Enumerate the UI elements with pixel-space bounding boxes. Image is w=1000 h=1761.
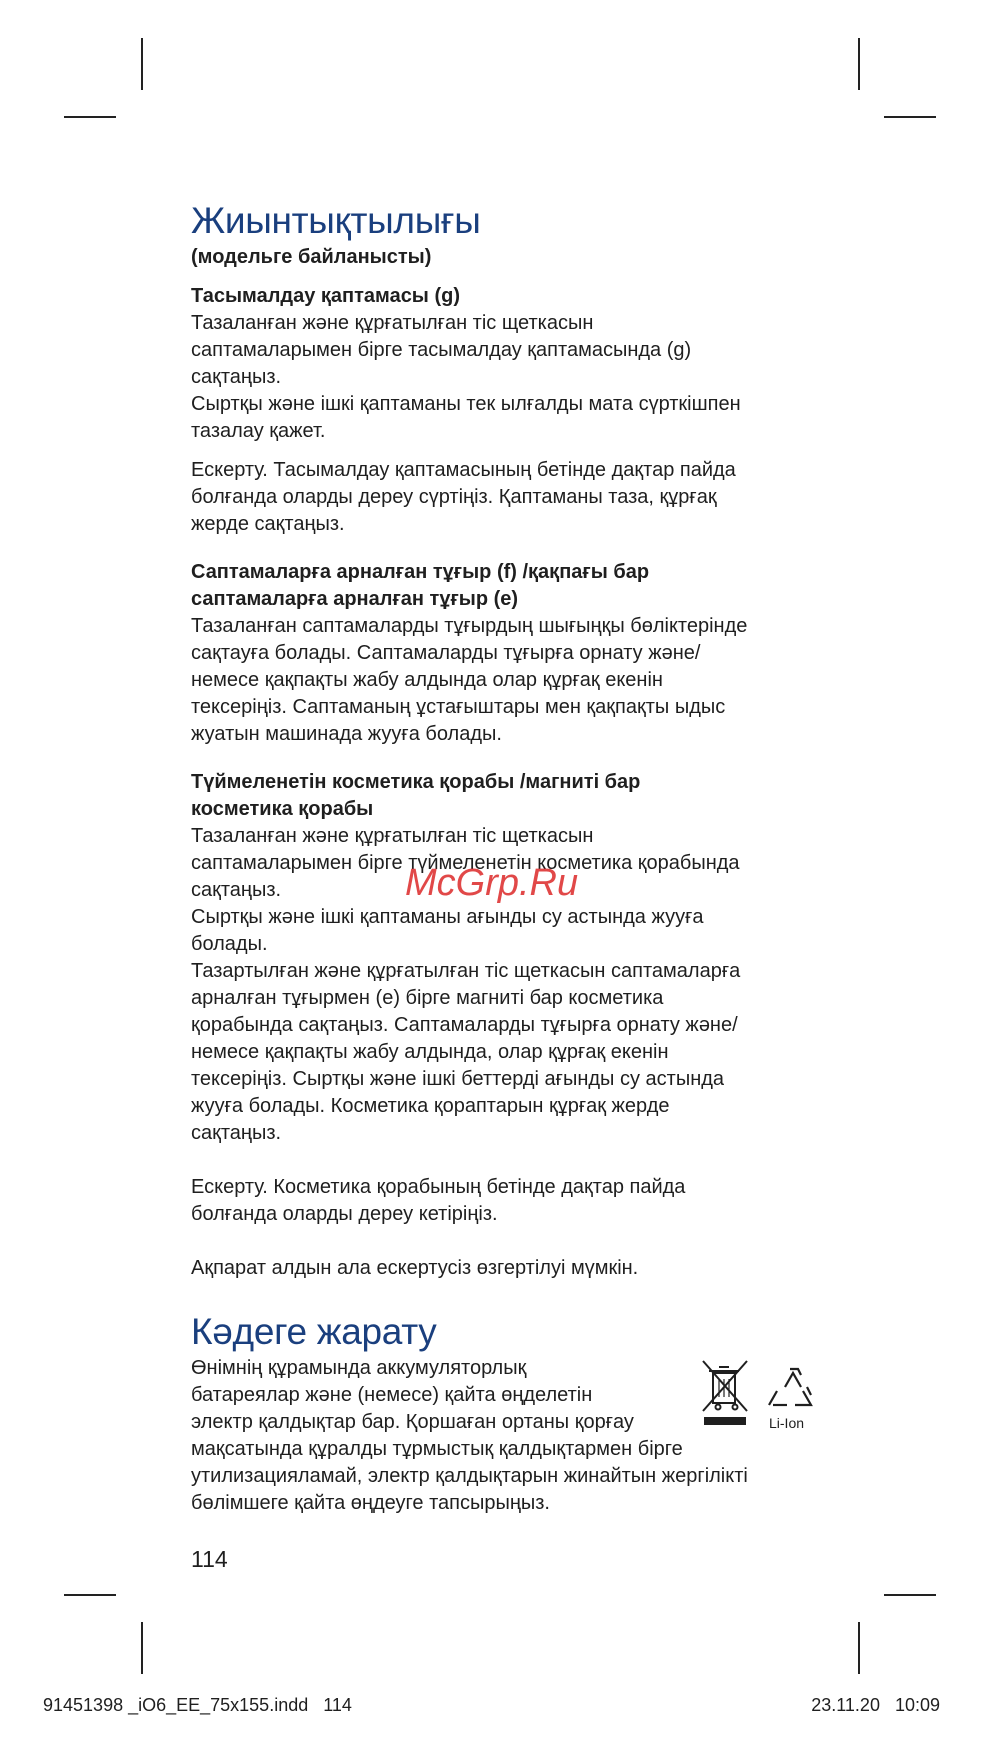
section-subtitle: (модельге байланысты) bbox=[191, 246, 432, 268]
disposal-icons bbox=[699, 1359, 831, 1431]
crop-mark-bottom-left-v bbox=[141, 1622, 143, 1674]
note-line: Ескерту. Косметика қорабының бетінде дақтар пайда bbox=[191, 1176, 686, 1198]
crop-mark-top-left-v bbox=[141, 38, 143, 90]
paragraph-line: жууға болады. Косметика қораптарын құрғақ жерде bbox=[191, 1095, 670, 1117]
disposal-icons-svg bbox=[699, 1359, 831, 1431]
section-title-accessories: Жиынтықтылығы bbox=[191, 200, 481, 241]
cosmetic-case-heading: Түймеленетін косметика қорабы /магниті бар bbox=[191, 771, 641, 793]
paragraph-line: батареялар және (немесе) қайта өңделетін bbox=[191, 1384, 593, 1406]
paragraph-line: сақтаңыз. bbox=[191, 366, 282, 388]
crop-mark-top-left-h bbox=[64, 116, 116, 118]
paragraph-line: арналған тұғырмен (e) бірге магниті бар косметика bbox=[191, 987, 664, 1009]
section-title-disposal: Кәдеге жарату bbox=[191, 1311, 437, 1352]
paragraph-line: қорабында сақтаңыз. Саптамаларды тұғырға орнату және/ bbox=[191, 1014, 738, 1036]
footer-timestamp: 23.11.20 10:09 bbox=[811, 1695, 940, 1715]
paragraph-line: тазалау қажет. bbox=[191, 420, 326, 442]
crop-mark-top-right-v bbox=[858, 38, 860, 90]
battery-label: Li-Ion bbox=[769, 1415, 805, 1431]
paragraph-line: тексеріңіз. Сыртқы және ішкі беттерді ағынды су астында bbox=[191, 1068, 725, 1090]
paragraph-line: бөлімшеге қайта өңдеуге тапсырыңыз. bbox=[191, 1492, 550, 1514]
paragraph-line: сақтауға болады. Саптамаларды тұғырға орнату және/ bbox=[191, 642, 701, 664]
paragraph-line: тексеріңіз. Саптаманың ұстағыштары мен қақпақты ыдыс bbox=[191, 696, 726, 718]
note-line: жерде сақтаңыз. bbox=[191, 513, 345, 535]
bin-underline-bar bbox=[704, 1417, 746, 1425]
paragraph-line: Өнімнің құрамында аккумуляторлық bbox=[191, 1357, 527, 1379]
travel-case-heading: Тасымалдау қаптамасы (g) bbox=[191, 285, 460, 307]
cosmetic-case-heading: косметика қорабы bbox=[191, 798, 374, 820]
page-number: 114 bbox=[191, 1546, 228, 1572]
page-content bbox=[191, 198, 831, 1517]
paragraph-line: электр қалдықтар бар. Қоршаған ортаны қорғау bbox=[191, 1411, 634, 1433]
footer-file-info: 91451398 _iO6_EE_75x155.indd 114 bbox=[43, 1695, 352, 1715]
note-line: болғанда оларды дереу кетіріңіз. bbox=[191, 1203, 498, 1225]
holder-heading: Саптамаларға арналған тұғыр (f) /қақпағы бар bbox=[191, 561, 650, 583]
paragraph-line: утилизацияламай, электр қалдықтарын жинайтын жергілікті bbox=[191, 1465, 748, 1487]
watermark: McGrp.Ru bbox=[405, 862, 579, 904]
paragraph-line: саптамаларымен бірге тасымалдау қаптамасында (g) bbox=[191, 339, 692, 361]
paragraph-line: жуатын машинада жууға болады. bbox=[191, 723, 502, 745]
holder-heading: саптамаларға арналған тұғыр (e) bbox=[191, 588, 519, 610]
paragraph-line: Тазаланған және құрғатылған тіс щеткасын bbox=[191, 825, 594, 847]
crossed-bin-icon bbox=[703, 1361, 747, 1411]
paragraph-line: Тазартылған және құрғатылған тіс щеткасын саптамаларға bbox=[191, 960, 741, 982]
paragraph-line: Сыртқы және ішкі қаптаманы тек ылғалды мата сүрткішпен bbox=[191, 393, 741, 415]
paragraph-line: немесе қақпақты жабу алдында олар құрғақ екенін bbox=[191, 669, 663, 691]
crop-mark-bottom-right-v bbox=[858, 1622, 860, 1674]
note-line: Ескерту. Тасымалдау қаптамасының бетінде дақтар пайда bbox=[191, 459, 736, 481]
crop-mark-bottom-left-h bbox=[64, 1594, 116, 1596]
paragraph-line: Сыртқы және ішкі қаптаманы ағынды су астында жууға bbox=[191, 906, 704, 928]
paragraph-line: Тазаланған және құрғатылған тіс щеткасын bbox=[191, 312, 594, 334]
disposal-block bbox=[191, 1355, 831, 1517]
paragraph-line: Тазаланған саптамаларды тұғырдың шығыңқы бөліктерінде bbox=[191, 615, 748, 637]
crop-mark-bottom-right-h bbox=[884, 1594, 936, 1596]
paragraph-line: мақсатында құралды тұрмыстық қалдықтармен бірге bbox=[191, 1438, 683, 1460]
paragraph-line: сақтаңыз. bbox=[191, 1122, 282, 1144]
paragraph-line: болады. bbox=[191, 933, 268, 955]
paragraph-line: саптамаларымен бірге түймеленетін косметика қорабында bbox=[191, 852, 740, 874]
crop-mark-top-right-h bbox=[884, 116, 936, 118]
paragraph-line: сақтаңыз. bbox=[191, 879, 282, 901]
recycle-icon bbox=[769, 1369, 811, 1405]
note-line: болғанда оларды дереу сүртіңіз. Қаптаманы таза, құрғақ bbox=[191, 486, 717, 508]
change-notice: Ақпарат алдын ала ескертусіз өзгертілуі мүмкін. bbox=[191, 1257, 639, 1279]
paragraph-line: немесе қақпақты жабу алдында, олар құрғақ екенін bbox=[191, 1041, 669, 1063]
